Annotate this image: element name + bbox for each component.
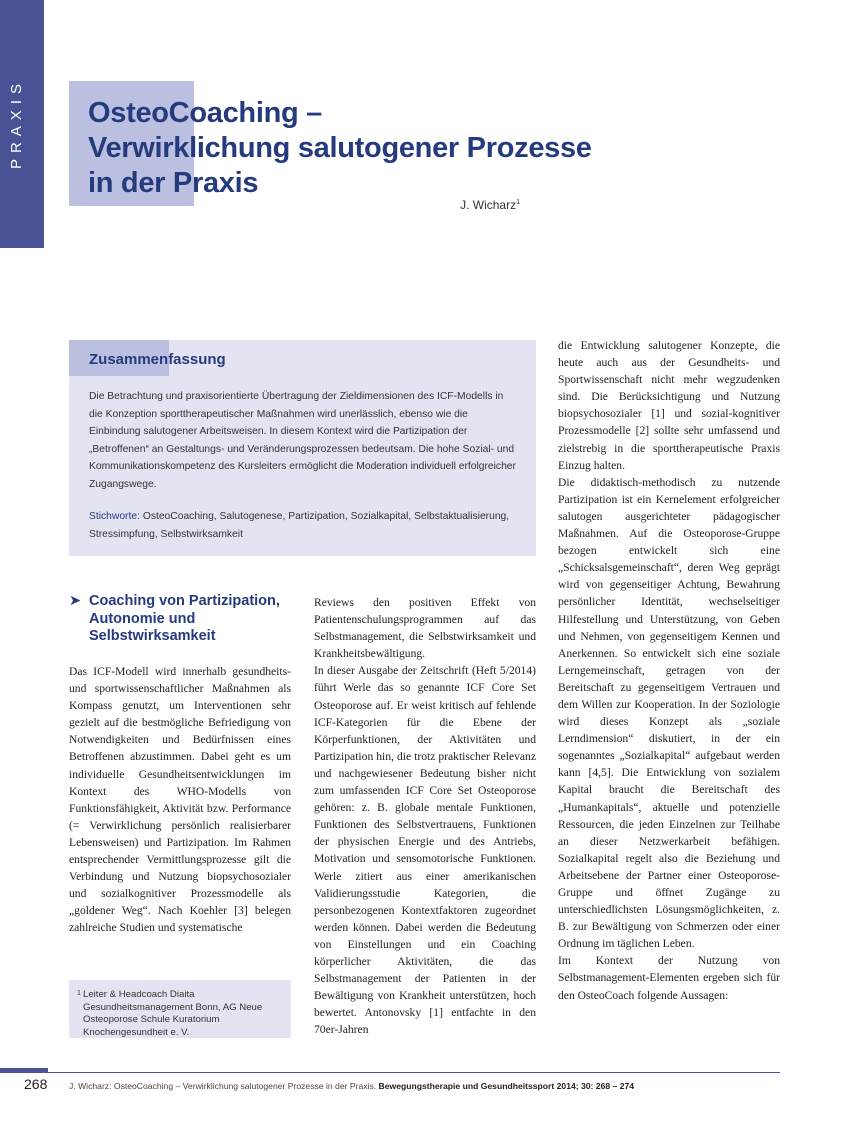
column-3: [558, 337, 780, 1004]
arrow-icon: ➤: [69, 593, 82, 609]
section-heading-text: Coaching von Partizipation, Autonomie und Selbstwirksamkeit: [89, 593, 280, 644]
keywords-list: OsteoCoaching, Salutogenese, Partizipation, Sozialkapital, Selbstaktualisierung, Stressimpfung, Selbstwirksamkeit: [89, 511, 510, 540]
title-line-1: OsteoCoaching –: [88, 97, 322, 129]
column-1: [69, 663, 291, 937]
keywords: [89, 508, 519, 543]
footer-rule: [48, 1072, 780, 1073]
col1-paragraph: Das ICF-Modell wird innerhalb gesundheits- und sportwissenschaftlicher Maßnahmen als Kompass genutzt, um Interventionen sehr gezielt auf die bestmögliche Befriedigung von Notwendigkeiten und Bedürfnissen eines Betroffenen abzustimmen. Dabei geht es um individuelle Gesundheitsentwicklungen im Kontext des WHO-Modells von Funktionsfähigkeit, Aktivität bzw. Performance (= Verwirklichung persönlich realisierbarer Lebensweisen) und Partizipation. Im Rahmen entsprechender Vermittlungsprozesse gilt die Verbindung und Nutzung biopsychosozialer und sozialkognitiver Prozessmodelle als „goldener Weg“. Nach Koehler [3] belegen zahlreiche Studien und systematische: [69, 665, 291, 935]
title-line-2: Verwirklichung salutogener Prozesse: [88, 132, 592, 164]
abstract-box: [69, 340, 536, 556]
abstract-heading: Zusammenfassung: [89, 351, 226, 368]
col3-paragraph-1: die Entwicklung salutogener Konzepte, die heute auch aus der Gesundheits- und Sportwissenschaft nicht mehr wegzudenken sind. Die Berücksichtigung und Nutzung biopsychosozialer [1] und sozial-kognitiver Prozessmodelle [2] sollte sehr umfassend und zielstrebig in die sporttherapeutische Praxis Einzug halten.: [558, 339, 780, 472]
keywords-label: Stichworte:: [89, 511, 140, 522]
author: [440, 198, 520, 212]
col3-paragraph-2: Die didaktisch-methodisch zu nutzende Partizipation ist ein Kernelement erfolgreicher salutogen ausgerichteter pädagogischer Maßnahmen. Auf die Osteoporose-Gruppe bezogen entwickelt sich eine „Schicksalsgemeinschaft“, deren Weg geprägt wird von gegenseitiger Achtung, Bewahrung persönlicher Identität, wechselseitiger Hilfestellung und Unterstützung, von Geben und Nehmen, von gegenseitigem Kennen und Anerkennen. So entwickelt sich eine soziale Lerngemeinschaft, getragen von der Bereitschaft zu gegenseitigem Vertrauen und dem Willen zur Kooperation. In der Soziologie wird dieses Konzept als „soziale Lerndimension“ diskutiert, in der ein sogenanntes „Sozialkapital“ aufgebaut werden kann [4,5]. Die Entwicklung von sozialem Kapital braucht die Bereitschaft des „Humankapitals“, aktuelle und potenzielle Ressourcen, die jeden Einzelnen zur Teilhabe an dieser Netzwerkarbeit befähigen. Sozialkapital regelt also die Beziehung und Arbeitsebene der Partner einer Osteoporose-Gruppe und öffnet Zugänge zu unterschiedlichsten Lösungsmöglichkeiten, z. B. zur Bewältigung von Schmerzen oder einer Ordnung im täglichen Leben.: [558, 475, 780, 951]
footnote-marker: 1: [77, 990, 81, 997]
section-heading: [69, 593, 291, 646]
article-title: [88, 96, 648, 201]
col2-paragraph-1: Reviews den positiven Effekt von Patientenschulungsprogrammen auf das Selbstmanagement, die Selbstwirksamkeit und Krankheitsbewältigung.: [314, 596, 536, 661]
footer-citation: [69, 1081, 780, 1091]
title-line-3: in der Praxis: [88, 167, 259, 199]
col3-paragraph-3: Im Kontext der Nutzung von Selbstmanagement-Elementen ergeben sich für den OsteoCoach folgende Aussagen:: [558, 954, 780, 1002]
section-label: PRAXIS: [8, 78, 25, 170]
page-number: 268: [24, 1076, 48, 1092]
column-2: [314, 594, 536, 1038]
abstract-text: Die Betrachtung und praxisorientierte Übertragung der Zieldimensionen des ICF-Modells in die Konzeption sporttherapeutischer Maßnahmen wird unerlässlich, ebenso wie die Einbindung salutogener Arbeitsweisen. In diesem Kontext wird die Partizipation der „Betroffenen“ an Gestaltungs- und Veränderungsprozessen bedeutsam. Die hohe Sozial- und Kommunikationskompetenz des Kursleiters ermöglicht die Moderation individuell erfolgreicher Zugangswege.: [89, 391, 516, 490]
footer-accent: [0, 1068, 48, 1073]
footnote-box: [69, 980, 291, 1038]
footnote-text: Leiter & Headcoach Diaita Gesundheitsmanagement Bonn, AG Neue Osteoporose Schule Kuratorium Knochengesundheit e. V.: [83, 989, 263, 1038]
col2-paragraph-2: In dieser Ausgabe der Zeitschrift (Heft 5/2014) führt Werle das so genannte ICF Core Set Osteoporose auf. Er weist kritisch auf fehlende ICF-Kategorien für die Ebene der Körperfunktionen, der Aktivitäten und Partizipation hin, die trotz praktischer Relevanz und nachgewiesener Bedeutung bisher nicht zum umfassenden ICF Core Set Osteoporose gehören: z. B. globale mentale Funktionen, Funktionen des Selbstvertrauens, Funktionen der physischen Energie und des Antriebs, Motivation und sensomotorische Funktionen. Werle zitiert aus einer amerikanischen Validierungsstudie Kategorien, die personbezogenen Kontextfaktoren zugeordnet werden können. Dabei werden die Bedeutung von Einstellungen und ein Coaching körperlicher Aktivitäten, die das Selbstmanagement der Patienten in der Bewältigung von Krankheit unterstützen, hoch bewertet. Antonovsky [1] entfachte in den 70er-Jahren: [314, 664, 536, 1037]
author-marker: 1: [516, 199, 520, 206]
citation-text: J. Wicharz: OsteoCoaching – Verwirklichung salutogener Prozesse in der Praxis.: [69, 1081, 377, 1091]
journal-reference: Bewegungstherapie und Gesundheitssport 2014; 30: 268 – 274: [378, 1081, 635, 1091]
author-name: J. Wicharz: [460, 198, 517, 212]
